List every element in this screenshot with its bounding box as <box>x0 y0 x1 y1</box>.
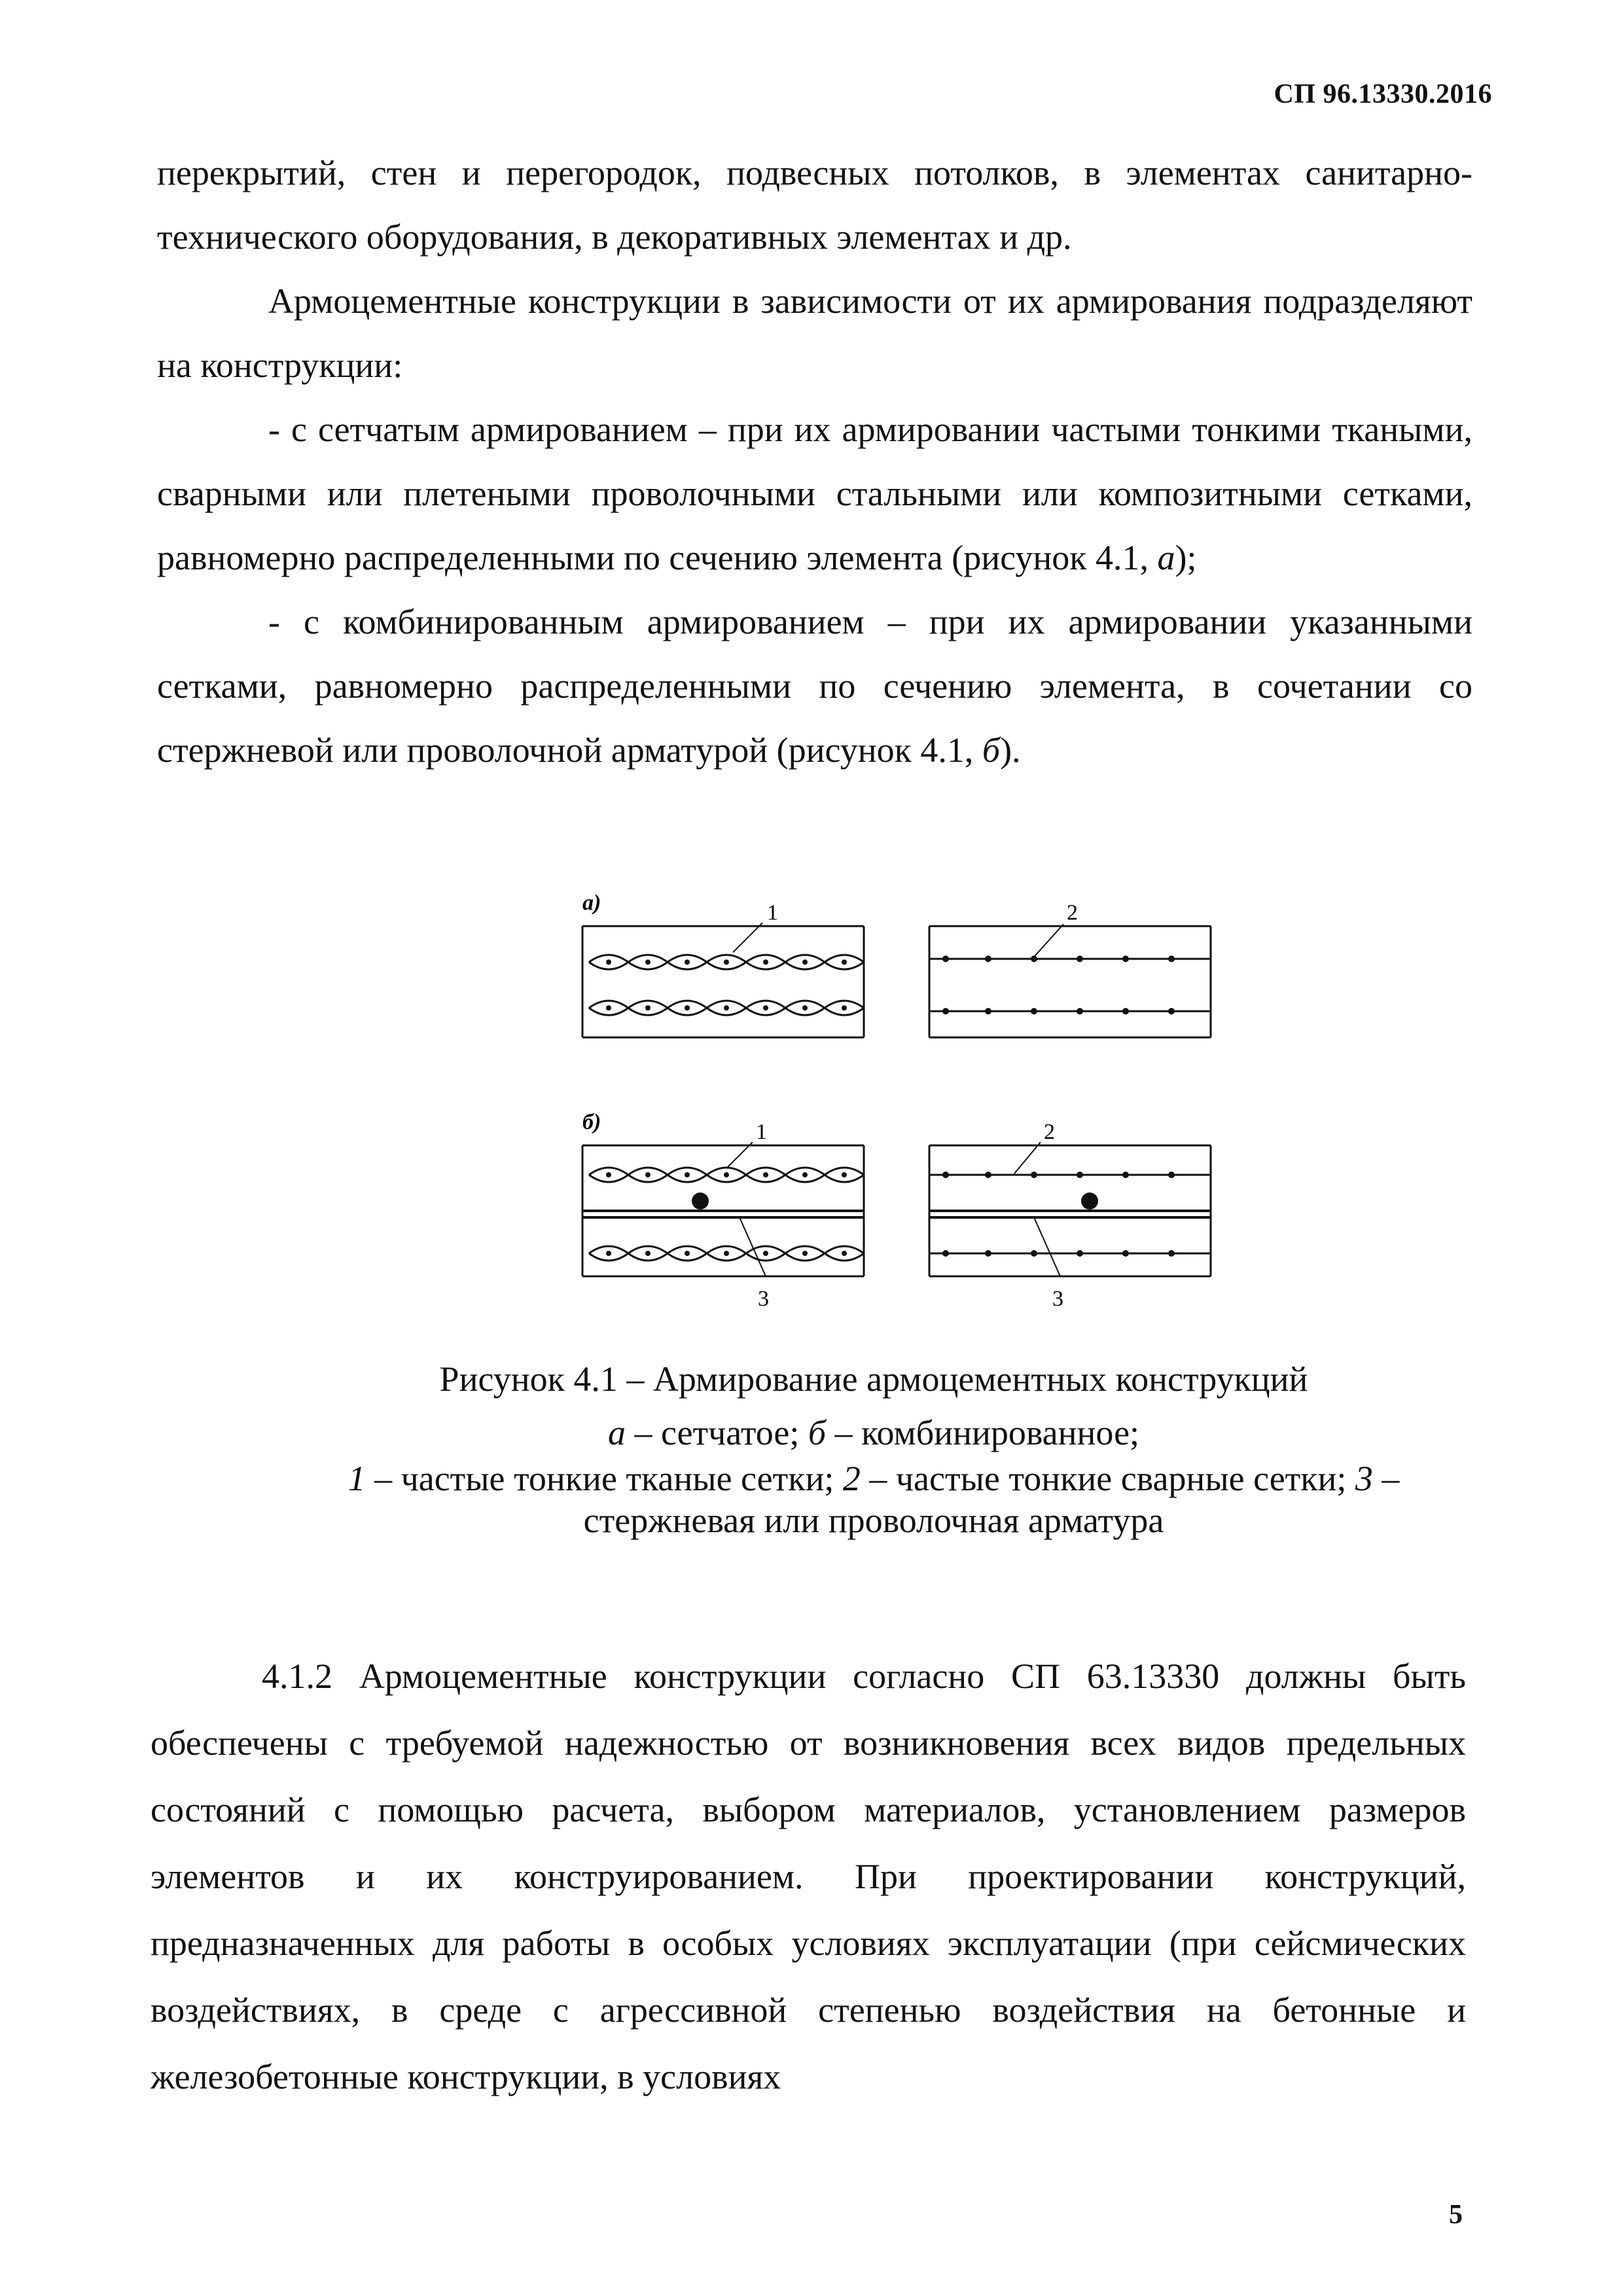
caption-title: Рисунок 4.1 – Армирование армоцементных конструкций <box>439 1359 1308 1399</box>
callout-3-b-right: 3 <box>1052 1287 1063 1311</box>
paragraph-4-1-2: 4.1.2 Армоцементные конструкции согласно СП 63.13330 должны быть обеспечены с требуемой надежностью от возникновения всех видов предельных состояний с помощью расчета, выбором материалов, установлением размеров элементов и их конструированием. При проектировании конструкций, предназначенных для работы в особых условиях эксплуатации (при сейсмических воздействиях, в среде с агрессивной степенью воздействия на бетонные и железобетонные конструкции, в условиях <box>151 1657 1466 2096</box>
panel-b-woven-rebar <box>582 1142 864 1276</box>
page-number: 5 <box>1449 2200 1463 2230</box>
panel-b-welded-rebar <box>929 1142 1211 1276</box>
figure-4-1 <box>563 884 1243 1342</box>
caption-legend: 1 – частые тонкие тканые сетки; 2 – частые тонкие сварные сетки; 3 – <box>348 1459 1400 1498</box>
paragraph-2: Армоцементные конструкции в зависимости от их армирования подразделяют на конструкции: <box>157 281 1472 385</box>
callout-1-b: 1 <box>756 1120 767 1144</box>
callout-2-b: 2 <box>1044 1120 1055 1144</box>
label-b: б) <box>582 1110 601 1134</box>
body-text-top <box>157 141 1472 782</box>
figure-caption <box>275 1358 1472 1541</box>
caption-legend-cont: стержневая или проволочная арматура <box>583 1501 1164 1540</box>
callout-2-a: 2 <box>1067 901 1078 925</box>
document-code: СП 96.13330.2016 <box>1274 79 1492 109</box>
list-item-mesh: - с сетчатым армированием – при их армировании частыми тонкими ткаными, сварными или плетеными проволочными стальными или композитными сетками, равномерно распределенными по сечению элемента (рисунок 4.1, а); <box>157 410 1472 577</box>
caption-subtitle: а – сетчатое; б – комбинированное; <box>607 1413 1140 1452</box>
panel-a-woven <box>582 923 864 1037</box>
callout-1-a: 1 <box>767 901 778 925</box>
label-a: а) <box>582 891 601 915</box>
callout-3-b-left: 3 <box>758 1287 769 1311</box>
list-item-combined: - с комбинированным армированием – при их армировании указанными сетками, равномерно распределенными по сечению элемента, в сочетании со стержневой или проволочной арматурой (рисунок 4.1, б). <box>157 602 1472 770</box>
panel-a-welded <box>929 924 1211 1037</box>
paragraph-1: перекрытий, стен и перегородок, подвесных потолков, в элементах санитарно-технического оборудования, в декоративных элементах и др. <box>157 153 1472 257</box>
